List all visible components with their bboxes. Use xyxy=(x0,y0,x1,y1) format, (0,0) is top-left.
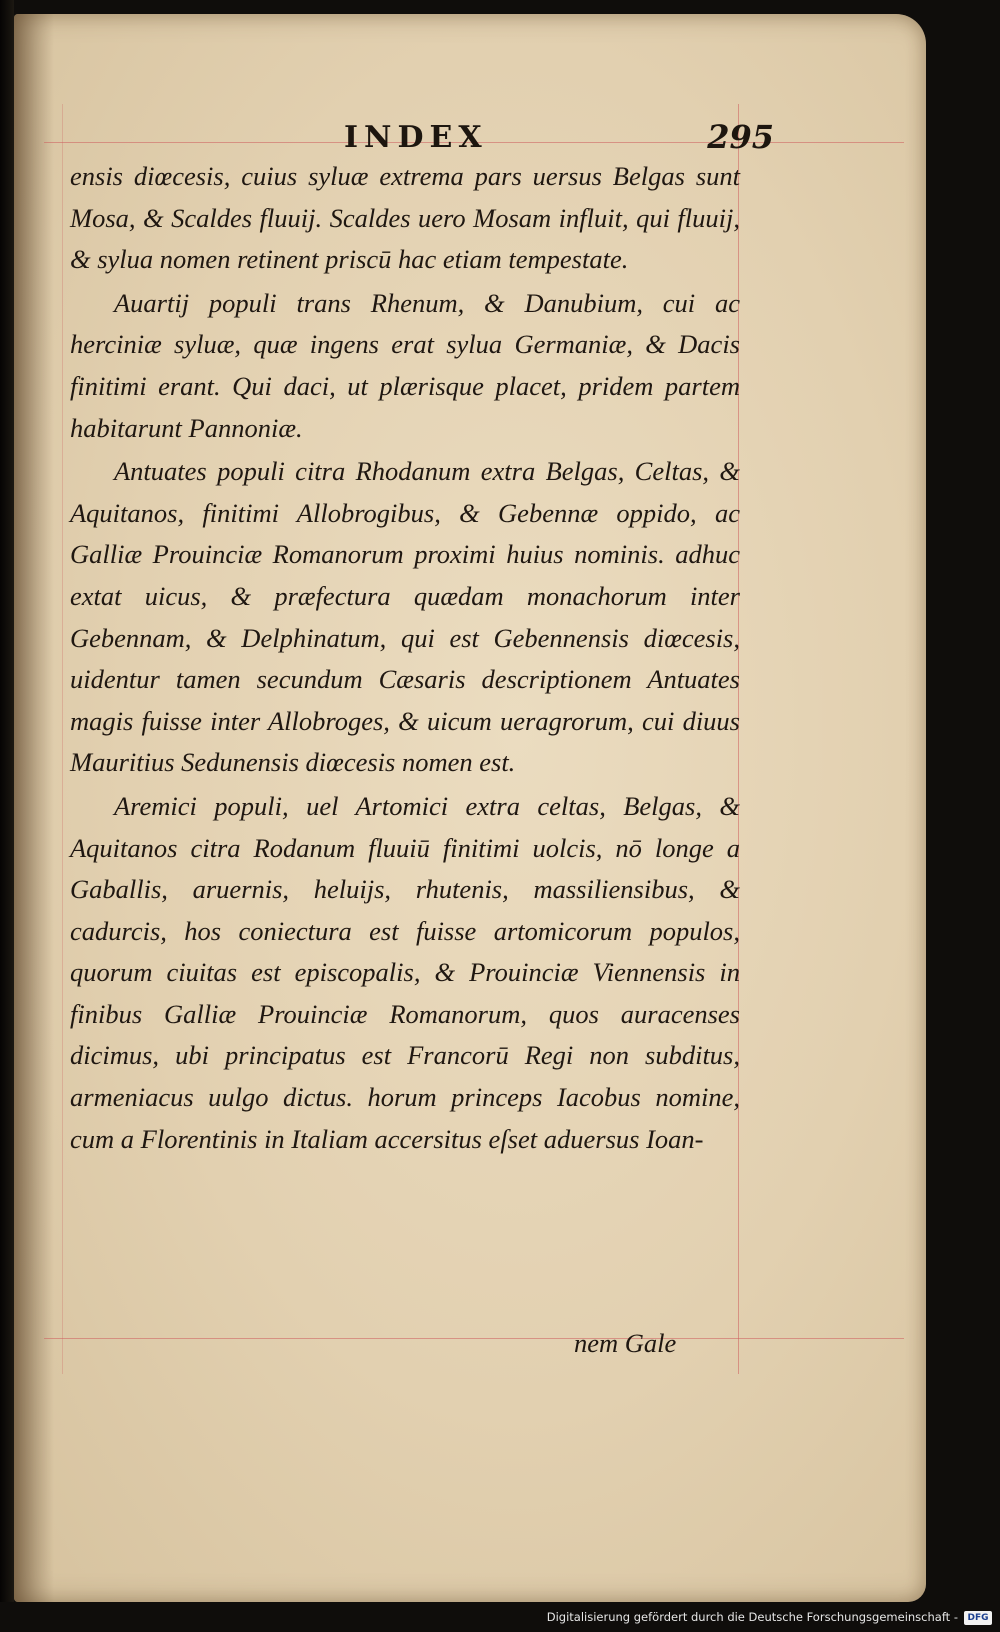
gutter-shadow xyxy=(14,14,54,1602)
dfg-logo-icon: DFG xyxy=(964,1611,992,1625)
index-entry-antuates: Antuates populi citra Rhodanum extra Belgas, Celtas, & Aquitanos, finitimi Allobrogibus, & Gebennæ oppido, ac Galliæ Prouinciæ Romanorum proximi huius nominis. adhuc extat uicus, & præfectura quædam monachorum inter Gebennam, & Delphinatum, qui est Gebennensis diœcesis, uidentur tamen secundum Cæsaris descriptionem Antuates magis fuisse inter Allobroges, & uicum ueragrorum, cui diuus Mauritius Sedunensis diœcesis nomen est. xyxy=(70,456,740,778)
book-edge xyxy=(0,0,14,1632)
page-header xyxy=(54,112,774,156)
text-block xyxy=(70,156,740,1160)
page-number: 295 xyxy=(707,118,774,156)
index-entry-auartij: Auartij populi trans Rhenum, & Danubium, cui ac herciniæ syluæ, quæ ingens erat sylua Germaniæ, & Dacis finitimi erant. Qui daci, ut plærisque placet, pridem partem habitarunt Pannoniæ. xyxy=(70,287,740,443)
index-entry-continuation: ensis diœcesis, cuius syluæ extrema pars uersus Belgas sunt Mosa, & Scaldes fluuij. Scaldes uero Mosam influit, qui fluuij, & sylua nomen retinent priscū hac etiam tempestate. xyxy=(70,161,740,275)
book-page xyxy=(14,14,926,1602)
index-entry-aremici: Aremici populi, uel Artomici extra celtas, Belgas, & Aquitanos citra Rodanum fluuiū finitimi uolcis, nō longe a Gaballis, aruernis, heluijs, rhutenis, massiliensibus, & cadurcis, hos coniectura est fuisse artomicorum populos, quorum ciuitas est episcopalis, & Prouinciæ Viennensis in finibus Galliæ Prouinciæ Romanorum, quos auracenses dicimus, ubi principatus est Francorū Regi non subditus, armeniacus uulgo dictus. horum princeps Iacobus nomine, cum a Florentinis in Italiam accersitus eſset aduersus Ioan- xyxy=(70,790,740,1154)
catchword: nem Gale xyxy=(574,1328,677,1358)
ruled-line-left xyxy=(62,104,63,1374)
ruled-line-bottom xyxy=(44,1338,904,1339)
running-head: INDEX xyxy=(344,120,488,155)
footer-bar xyxy=(0,1602,1000,1632)
funding-credit: Digitalisierung gefördert durch die Deutsche Forschungsgemeinschaft - xyxy=(546,1610,958,1624)
